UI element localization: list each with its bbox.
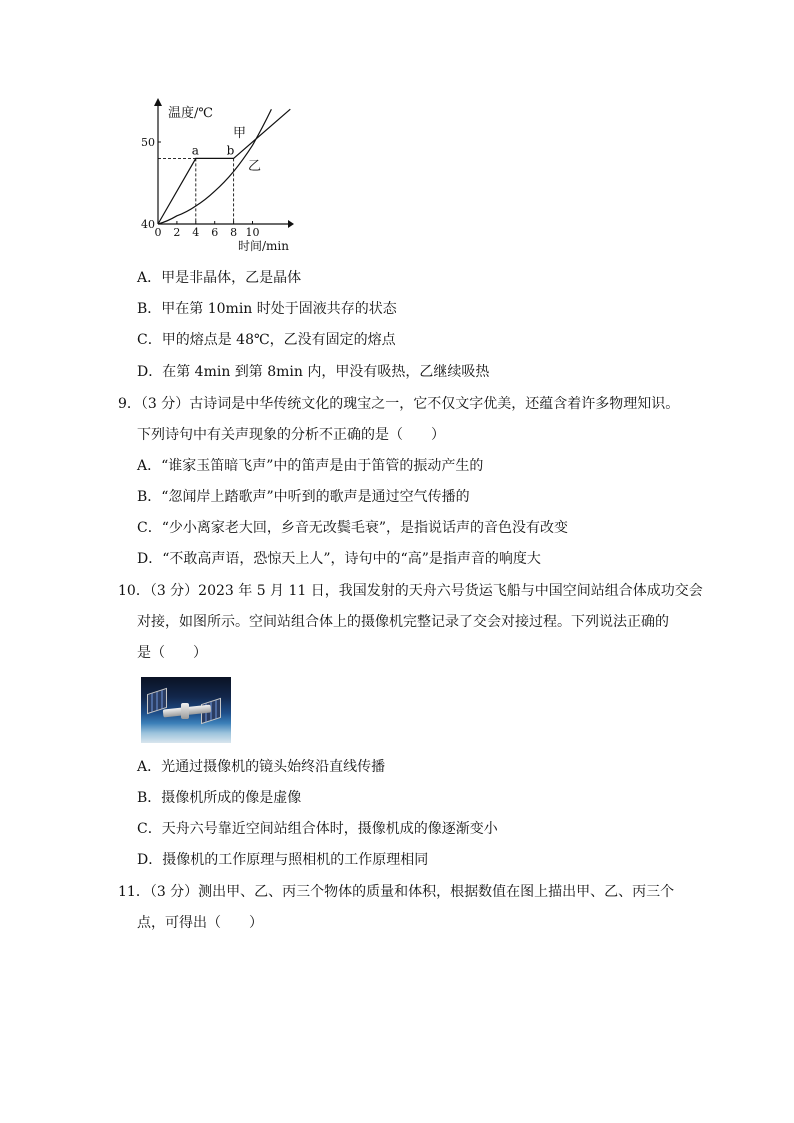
q11-stem-line1: 11．（3 分）测出甲、乙、丙三个物体的质量和体积，根据数值在图上描出甲、乙、丙三个	[118, 884, 675, 900]
point-label-b: b	[226, 143, 235, 158]
series-label-yi: 乙	[248, 159, 262, 174]
x-tick-label-8: 8	[230, 226, 238, 239]
q9-option-c[interactable]: C．“少小离家老大回，乡音无改鬓毛衰”，是指说话声的音色没有改变	[137, 520, 569, 536]
y-tick-label-50: 50	[141, 136, 155, 149]
x-tick-label-4: 4	[192, 226, 200, 239]
q10-stem-line3: 是（ ）	[137, 645, 207, 661]
q9-stem-line2: 下列诗句中有关声现象的分析不正确的是（ ）	[137, 427, 445, 443]
q9-option-d[interactable]: D．“不敢高声语，恐惊天上人”，诗句中的“高”是指声音的响度大	[137, 551, 541, 567]
chart-curves	[158, 109, 290, 224]
q10-option-c[interactable]: C．天舟六号靠近空间站组合体时，摄像机成的像逐渐变小	[137, 821, 498, 837]
x-tick-label-2: 2	[173, 226, 181, 239]
chart-labels	[141, 105, 289, 253]
x-tick-label-6: 6	[211, 226, 219, 239]
chart-guides	[158, 158, 234, 224]
x-tick-label-0: 0	[154, 226, 162, 239]
q9-option-a[interactable]: A．“谁家玉笛暗飞声”中的笛声是由于笛管的振动产生的	[137, 458, 484, 474]
q10-option-d[interactable]: D．摄像机的工作原理与照相机的工作原理相同	[137, 852, 429, 868]
y-tick-label-40: 40	[141, 218, 155, 231]
x-axis-label: 时间/min	[238, 239, 289, 253]
y-axis-arrow	[154, 98, 162, 106]
point-label-a: a	[191, 143, 199, 158]
q10-option-a[interactable]: A．光通过摄像机的镜头始终沿直线传播	[137, 759, 386, 775]
series-label-jia: 甲	[233, 126, 247, 141]
x-tick-label-10: 10	[245, 226, 260, 239]
q9-option-b[interactable]: B．“忽闻岸上踏歌声”中听到的歌声是通过空气传播的	[137, 489, 470, 505]
q8-option-c[interactable]: C．甲的熔点是 48℃，乙没有固定的熔点	[137, 332, 396, 348]
q11-stem-line2: 点，可得出（ ）	[137, 915, 263, 931]
q9-stem-line1: 9．（3 分）古诗词是中华传统文化的瑰宝之一，它不仅文字优美，还蕴含着许多物理知识。	[118, 396, 680, 412]
q10-stem-line1: 10．（3 分）2023 年 5 月 11 日，我国发射的天舟六号货运飞船与中国空间站组合体成功交会	[118, 583, 703, 599]
q8-option-a[interactable]: A．甲是非晶体，乙是晶体	[137, 270, 302, 286]
space-station-photo	[141, 677, 231, 743]
series-甲	[158, 109, 290, 224]
q10-stem-line2: 对接，如图所示。空间站组合体上的摄像机完整记录了交会对接过程。下列说法正确的	[137, 614, 669, 630]
temperature-time-chart	[130, 90, 310, 260]
q10-option-b[interactable]: B．摄像机所成的像是虚像	[137, 790, 302, 806]
q8-option-d[interactable]: D．在第 4min 到第 8min 内，甲没有吸热，乙继续吸热	[137, 364, 490, 380]
y-axis-label: 温度/℃	[168, 106, 213, 121]
q8-option-b[interactable]: B．甲在第 10min 时处于固液共存的状态	[137, 301, 397, 317]
x-axis-arrow	[288, 220, 294, 228]
